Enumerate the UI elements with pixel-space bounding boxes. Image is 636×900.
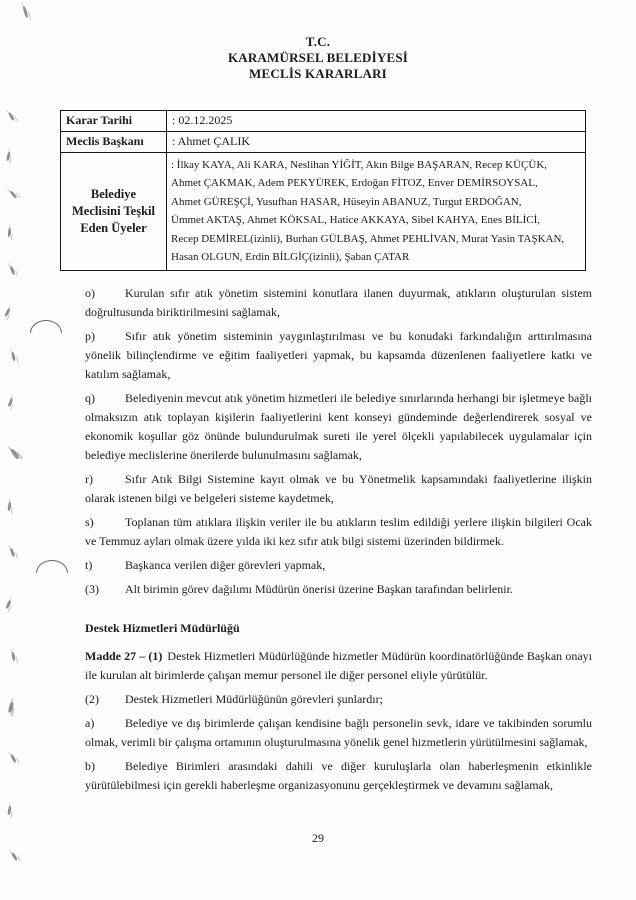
- clause-label: (2): [85, 692, 99, 706]
- scan-smudge: [7, 806, 12, 815]
- scan-smudge: [7, 702, 14, 714]
- clause-label: p): [85, 329, 95, 343]
- clause-label: b): [85, 759, 95, 773]
- scan-smudge: [11, 652, 15, 661]
- clause-text: Alt birimin görev dağılımı Müdürün önerisi üzerine Başkan tarafından belirlenir.: [125, 582, 513, 596]
- decision-body: [85, 284, 592, 800]
- table-row: [61, 111, 586, 132]
- council-chairman-label: Meclis Başkanı: [61, 132, 167, 153]
- council-chairman-value: : Ahmet ÇALIK: [167, 132, 586, 153]
- clause-text: Kurulan sıfır atık yönetim sistemini konutlara ilanen duyurmak, atıkların oluşturulan sistem doğrultusunda biriktirilmesini sağlamak,: [85, 286, 592, 319]
- scan-smudge: [22, 6, 28, 18]
- scan-smudge: [6, 152, 11, 161]
- members-line: Ahmet ÇAKMAK, Adem PEKYÜREK, Erdoğan FİTOZ, Enver DEMİRSOYSAL,: [171, 177, 538, 190]
- clause-t: [85, 556, 592, 575]
- section-heading: Destek Hizmetleri Müdürlüğü: [85, 621, 240, 635]
- clause-p: [85, 327, 592, 384]
- scan-smudge: [4, 308, 11, 317]
- scan-arc-mark: [30, 320, 62, 333]
- article-27: [85, 647, 592, 685]
- clause-label: a): [85, 716, 95, 730]
- clause-text: Belediyenin mevcut atık yönetim hizmetleri ile belediye sınırlarında herhangi bir işletmeye bağlı olmaksızın atık toplayan kişilerin faaliyetlerini kent konseyi gündeminde değerlendirerek sosyal ve ekonomik koşullar göz önünde bulundurulmak sureti ile yerel ölçekli yapılabilecek uygulamalar için belediye meclislerine önerilerde bulunulmasını sağlamak,: [85, 391, 592, 462]
- clause-o: [85, 284, 592, 322]
- article-text: Destek Hizmetleri Müdürlüğünde hizmetler Müdürün koordinatörlüğünde Başkan onayı ile kurulan alt birimlerde çalışan memur personel ile diğer personel eliyle yürütülür.: [85, 649, 592, 682]
- clause-3: [85, 580, 592, 599]
- clause-text: Belediye Birimleri arasındaki dahili ve diğer kuruluşlarla olan haberleşmenin etkinlikle yürütülebilmesi için gerekli haberleşme organizasyonunu gerçekleştirmek ve devamını sağlamak,: [85, 759, 592, 792]
- members-line: : İlkay KAYA, Ali KARA, Neslihan YİĞİT, Akın Bilge BAŞARAN, Recep KÜÇÜK,: [171, 159, 548, 171]
- clause-q: [85, 389, 592, 465]
- scan-smudge: [9, 190, 17, 199]
- clause-b: [85, 757, 592, 795]
- council-members-list: [167, 153, 586, 271]
- letterhead-country: T.C.: [305, 34, 331, 49]
- clause-r: [85, 470, 592, 508]
- clause-text: Belediye ve dış birimlerde çalışan kendisine bağlı personelin sevk, idare ve takibinden sorumlu olmak, verimli bir çalışma ortamının oluşturulmasına yönelik genel hizmetlerin yürütülmesini sağlamak,: [85, 716, 592, 749]
- scan-smudge: [11, 352, 16, 361]
- table-row: [61, 132, 586, 153]
- scan-smudge: [10, 266, 16, 275]
- scan-smudge: [5, 600, 12, 609]
- clause-label: s): [85, 515, 94, 529]
- members-line: Hasan OLGUN, Erdin BİLGİÇ(izinli), Şaban ÇATAR: [171, 251, 410, 264]
- scan-smudge: [7, 228, 11, 237]
- scan-smudge: [10, 548, 16, 557]
- scan-smudge: [10, 448, 20, 460]
- scan-smudge: [8, 112, 15, 121]
- scan-smudge: [11, 852, 18, 861]
- letterhead-doc-type: MECLİS KARARLARI: [249, 66, 387, 81]
- clause-text: Başkanca verilen diğer görevleri yapmak,: [125, 558, 326, 572]
- scan-smudge: [10, 754, 17, 763]
- council-members-label: Belediye Meclisini Teşkil Eden Üyeler: [61, 153, 167, 271]
- clause-text: Sıfır Atık Bilgi Sistemine kayıt olmak ve bu Yönetmelik kapsamındaki faaliyetlerine ilişkin olarak istenen bilgi ve belgeleri sisteme kaydetmek,: [85, 472, 592, 505]
- decision-info-table: [60, 110, 586, 271]
- clause-text: Sıfır atık yönetim sisteminin yaygınlaştırılması ve bu konudaki farkındalığın arttırılmasına yönelik bilinçlendirme ve eğitim faaliyetleri yapmak, bu kapsamda düzenlenen faaliyetlere katkı ve katılım sağlamak,: [85, 329, 592, 381]
- clause-label: o): [85, 286, 95, 300]
- clause-2: [85, 690, 592, 709]
- clause-label: r): [85, 472, 93, 486]
- article-number: Madde 27 – (1): [85, 649, 163, 663]
- letterhead-municipality: KARAMÜRSEL BELEDİYESİ: [227, 50, 409, 65]
- clause-text: Destek Hizmetleri Müdürlüğünün görevleri şunlardır;: [125, 692, 383, 706]
- clause-text: Toplanan tüm atıklara ilişkin veriler ile bu atıkların teslim edildiği yerlere ilişkin bilgileri Ocak ve Temmuz ayları olmak üzere yılda iki kez sıfır atık bilgi sistemi üzerinden bildirmek.: [85, 515, 592, 548]
- members-line: Recep DEMİREL(izinli), Burhan GÜLBAŞ, Ahmet PEHLİVAN, Murat Yasin TAŞKAN,: [171, 232, 565, 245]
- clause-label: (3): [85, 582, 99, 596]
- scan-arc-mark: [36, 560, 68, 573]
- decision-date-label: Karar Tarihi: [61, 111, 167, 132]
- clause-label: q): [85, 391, 95, 405]
- scan-smudge: [7, 398, 13, 407]
- scan-smudge: [7, 502, 12, 511]
- clause-label: t): [85, 558, 93, 572]
- decision-date-value: : 02.12.2025: [167, 111, 586, 132]
- members-line: Ümmet AKTAŞ, Ahmet KÖKSAL, Hatice AKKAYA, Sibel KAHYA, Enes BİLİCİ,: [171, 214, 541, 227]
- members-line: Ahmet GÜREŞÇİ, Yusufhan HASAR, Hüseyin ABANUZ, Turgut ERDOĞAN,: [171, 195, 522, 208]
- clause-s: [85, 513, 592, 551]
- letterhead: [0, 34, 636, 82]
- table-row: [61, 153, 586, 271]
- page-number: 29: [312, 831, 324, 845]
- clause-a: [85, 714, 592, 752]
